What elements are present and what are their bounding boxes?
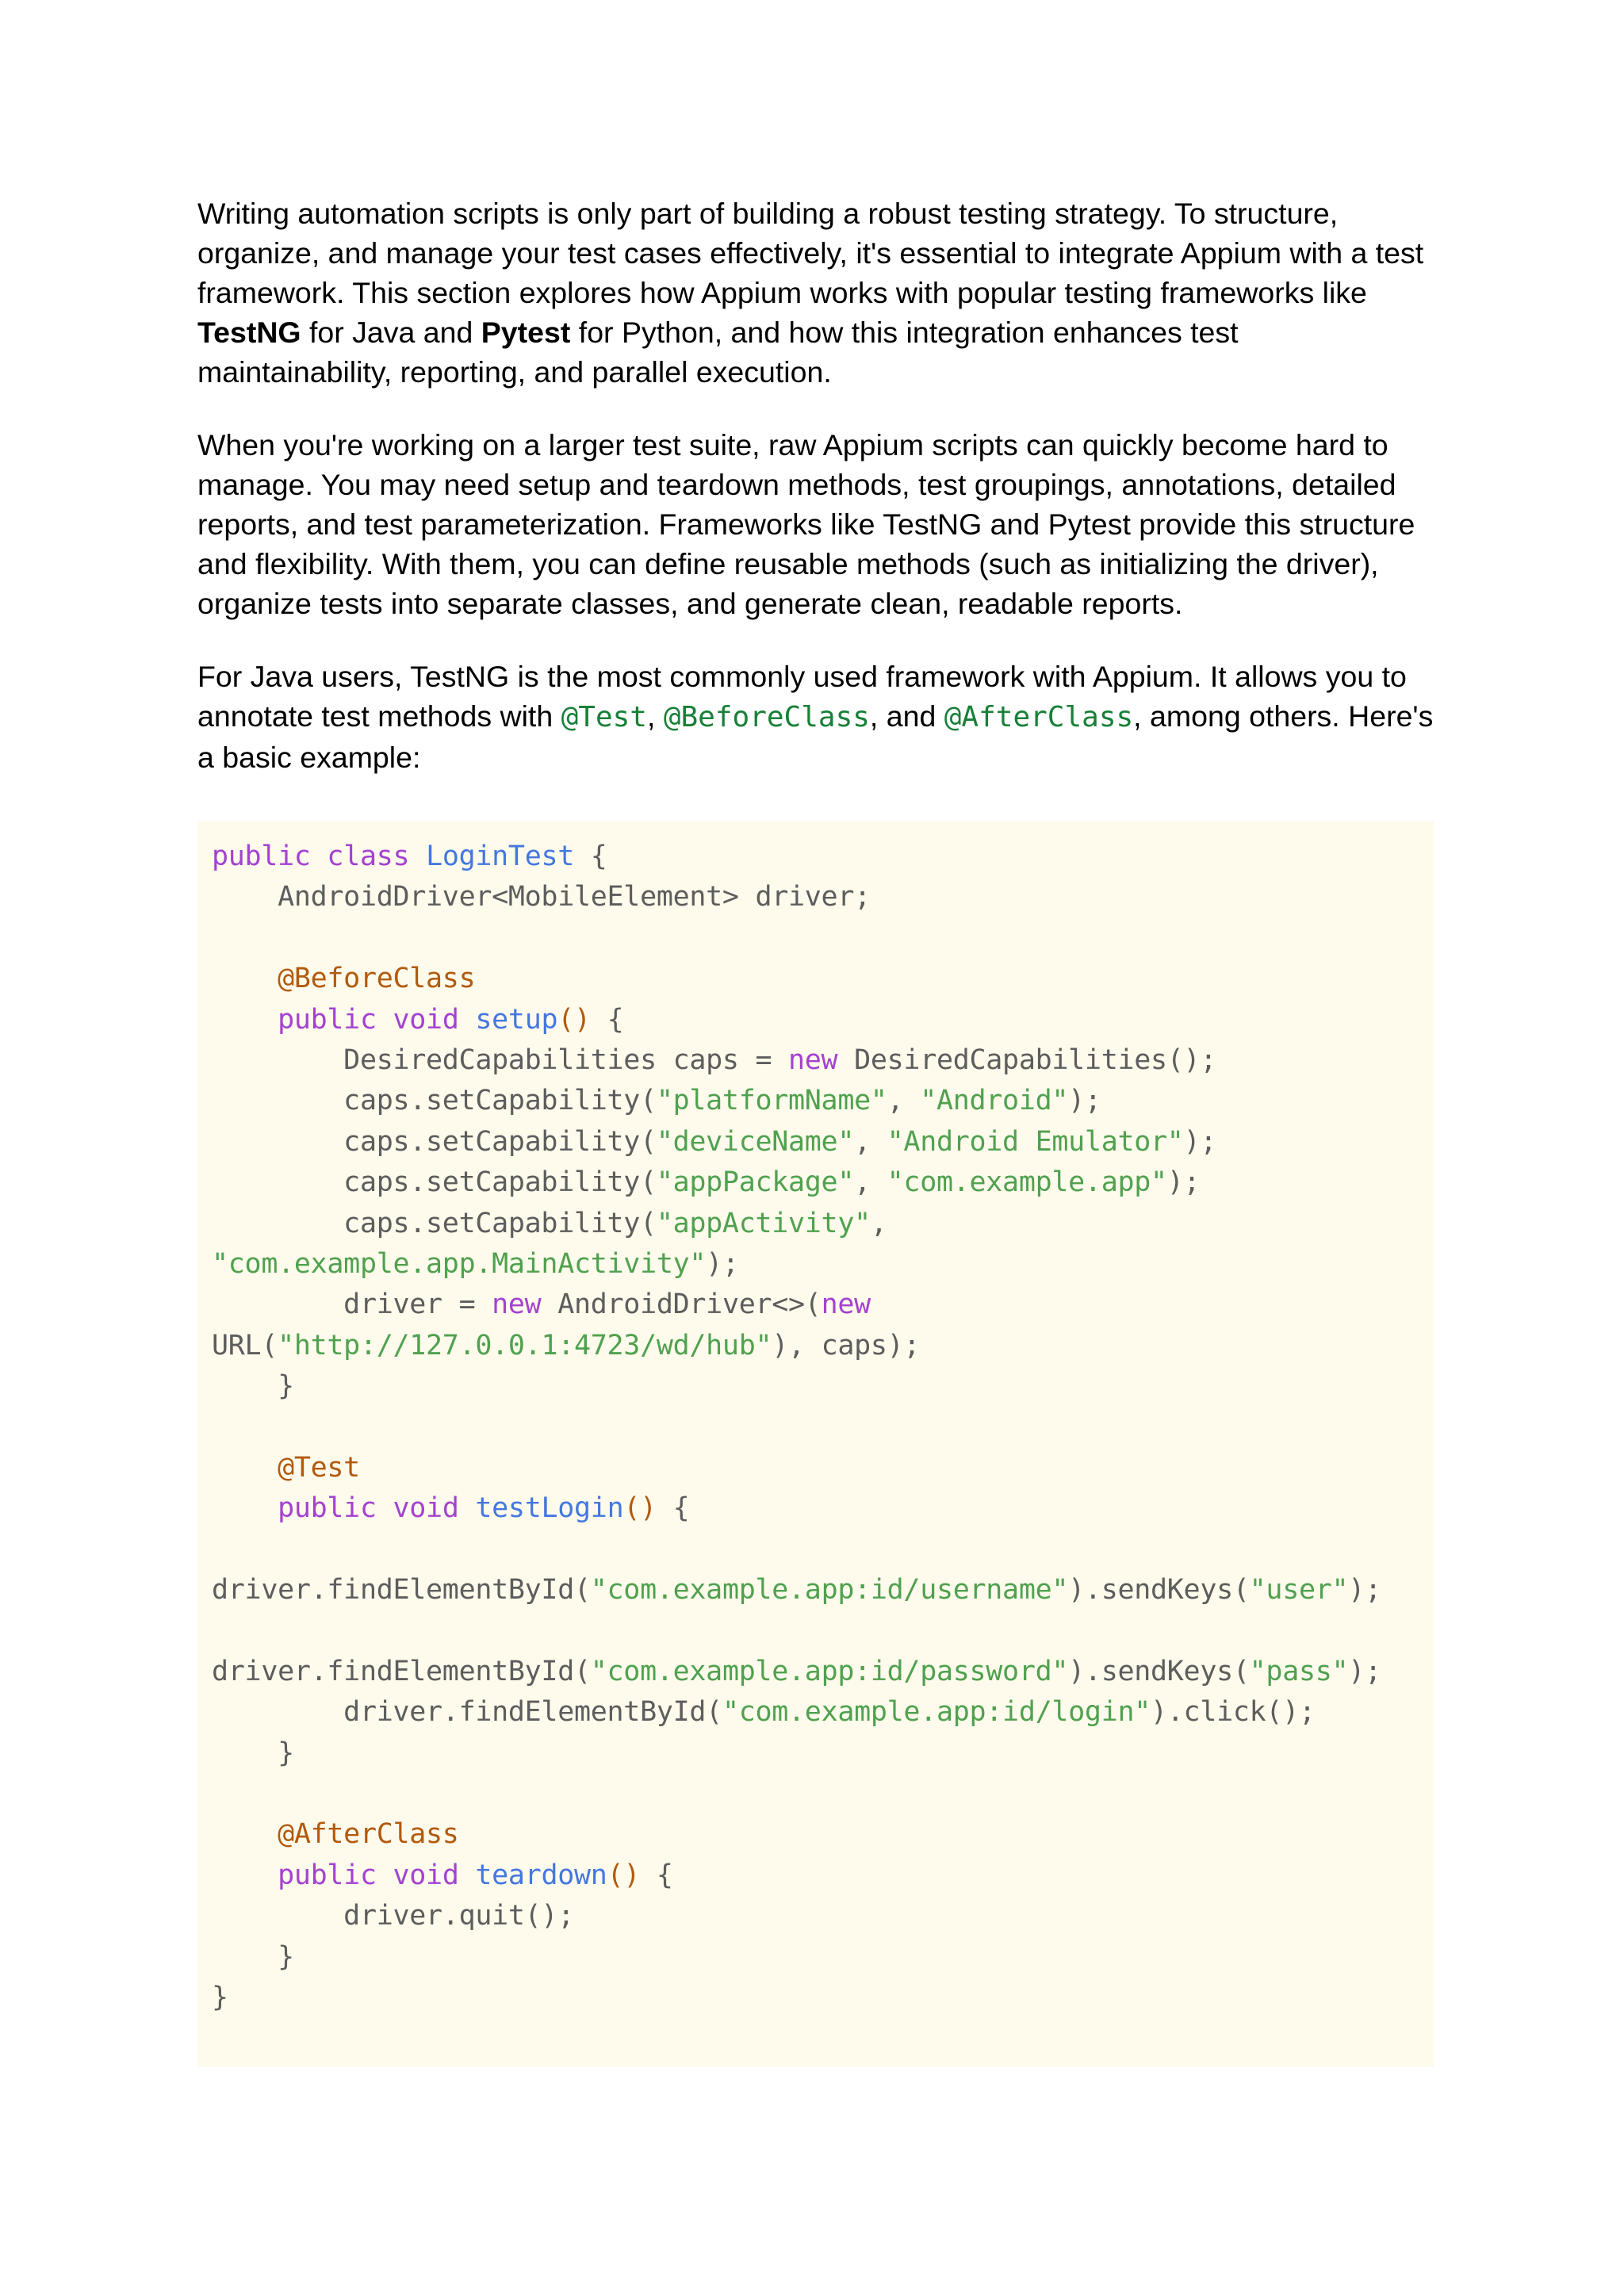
code-line: driver.findElementById("com.example.app:id/password").sendKeys("pass"); — [212, 1655, 1381, 1687]
code-line: driver.findElementById("com.example.app:id/login").click(); — [212, 1696, 1316, 1729]
code-line: } — [212, 1940, 294, 1973]
code-line-blank — [212, 1407, 1420, 1447]
text-run: , — [646, 699, 664, 733]
code-line: } — [212, 1981, 228, 2013]
code-line: caps.setCapability("appPackage", "com.example.app"); — [212, 1166, 1201, 1199]
code-line: AndroidDriver<MobileElement> driver; — [212, 881, 871, 913]
text-run: for Python, and how this integration enhances test maintainability, reporting, and parallel execution. — [197, 316, 1239, 389]
code-line: driver = new AndroidDriver<>(new — [212, 1289, 871, 1321]
code-line: @BeforeClass — [212, 963, 476, 995]
code-line: public void teardown() { — [278, 1859, 673, 1891]
code-line: } — [212, 1737, 294, 1769]
code-line: driver.quit(); — [212, 1900, 574, 1932]
code-line: @AfterClass — [212, 1818, 459, 1851]
testng-paragraph — [197, 657, 1434, 777]
code-line: public class LoginTest { — [212, 841, 607, 872]
inline-code-test: @Test — [561, 701, 647, 733]
text-run: For Java users, TestNG is the most commonly used framework with Appium. It allows you to annotate test methods with — [197, 660, 1407, 733]
code-line: public void testLogin() { — [278, 1492, 690, 1525]
code-line: public void setup() { — [278, 1003, 624, 1036]
text-run: , and — [869, 699, 944, 733]
code-line: } — [212, 1370, 294, 1403]
framework-paragraph: When you're working on a larger test suite, raw Appium scripts can quickly become hard to manage. You may need setup and teardown methods, test groupings, annotations, detailed reports, and test parameterization. Frameworks like TestNG and Pytest provide this structure and flexibility. With them, you can define reusable methods (such as initializing the driver), organize tests into separate classes, and generate clean, readable reports. — [197, 428, 1415, 620]
text-run: , among others. Here's a basic example: — [197, 699, 1434, 774]
code-line: URL("http://127.0.0.1:4723/wd/hub"), caps); — [212, 1329, 921, 1361]
code-line-blank — [212, 918, 1420, 959]
text-run: Writing automation scripts is only part of building a robust testing strategy. To structure, organize, and manage your test cases effectively, it's essential to integrate Appium with a test framework. This section explores how Appium works with popular testing frameworks like — [197, 197, 1424, 309]
code-block — [197, 821, 1434, 2067]
code-line: "com.example.app.MainActivity"); — [212, 1247, 739, 1280]
bold-pytest: Pytest — [481, 316, 571, 349]
intro-paragraph — [197, 193, 1434, 392]
code-line: caps.setCapability("appActivity", — [212, 1207, 887, 1239]
text-run: for Java and — [301, 316, 481, 349]
code-line: caps.setCapability("deviceName", "Android Emulator"); — [212, 1125, 1217, 1158]
code-line: caps.setCapability("platformName", "Android"); — [212, 1085, 1101, 1117]
code-line-blank — [212, 1774, 1420, 1814]
inline-code-afterclass: @AfterClass — [944, 701, 1134, 733]
inline-code-beforeclass: @BeforeClass — [663, 701, 870, 733]
code-line: driver.findElementById("com.example.app:id/username").sendKeys("user"); — [212, 1574, 1381, 1607]
code-line: @Test — [212, 1451, 360, 1484]
code-line-blank — [212, 1530, 1420, 1570]
document-body — [197, 193, 1434, 810]
code-line: DesiredCapabilities caps = new DesiredCapabilities(); — [212, 1044, 1217, 1076]
bold-testng: TestNG — [197, 316, 301, 349]
code-line-blank — [212, 1610, 1420, 1651]
